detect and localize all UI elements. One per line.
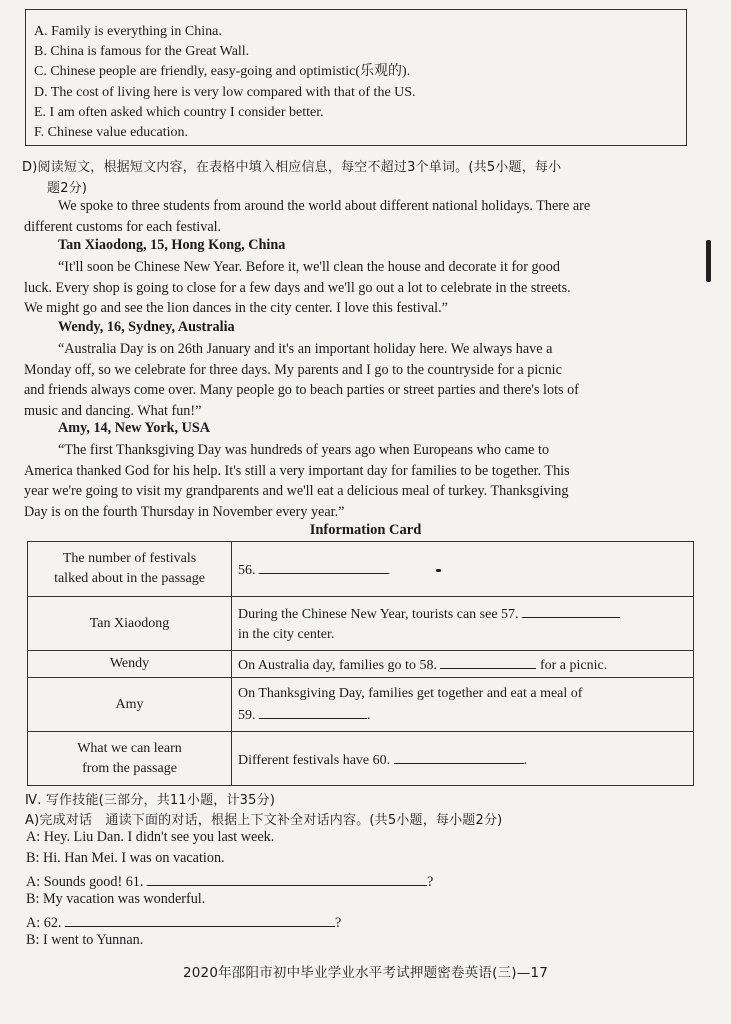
- intro-paragraph: We spoke to three students from around the world about different national holidays. There are different customs for each festival.: [24, 198, 591, 235]
- page-footer: 2020年邵阳市初中毕业学业水平考试押题密卷英语(三)—17: [182, 965, 549, 981]
- option-d: D. The cost of living here is very low compared with that of the US.: [34, 84, 416, 100]
- option-c: C. Chinese people are friendly, easy-going and optimistic(乐观的).: [34, 64, 411, 80]
- speaker-header-tan: Tan Xiaodong, 15, Hong Kong, China: [58, 237, 286, 253]
- speaker-header-amy: Amy, 14, New York, USA: [58, 420, 210, 436]
- ink-speck: [436, 569, 441, 572]
- speaker-paragraph-tan: “It'll soon be Chinese New Year. Before it, we'll clean the house and decorate it for good luck. Every shop is going to close for a few days and we'll go out a lot to celebrate in the streets. We might go and see the lion dances in the city center. I love this festival.”: [24, 259, 571, 316]
- information-card-table: [27, 541, 694, 786]
- option-e: E. I am often asked which country I consider better.: [34, 104, 324, 120]
- card-row-amy: [28, 678, 694, 732]
- dialogue-line: B: My vacation was wonderful.: [26, 891, 206, 907]
- answer-blank-59[interactable]: [259, 704, 367, 719]
- information-card-title: Information Card: [309, 522, 422, 538]
- answer-blank-62[interactable]: [65, 912, 335, 927]
- option-a: A. Family is everything in China.: [34, 24, 222, 39]
- card-row-festivals: [28, 542, 694, 597]
- scan-edge-mark: [706, 240, 711, 282]
- option-f: F. Chinese value education.: [34, 125, 189, 141]
- dialogue-line: A: Sounds good! 61. ?: [26, 871, 433, 891]
- card-row-tan: [28, 597, 694, 651]
- card-answer-cell: 56.: [232, 542, 694, 597]
- card-label: Tan Xiaodong: [28, 597, 232, 651]
- options-box: [25, 9, 687, 146]
- dialogue-line: B: I went to Yunnan.: [26, 932, 144, 948]
- card-label: Amy: [28, 678, 232, 732]
- answer-blank-56[interactable]: [259, 559, 389, 574]
- section-iv-a-instruction: A)完成对话 通读下面的对话，根据上下文补全对话内容。(共5小题，每小题2分): [25, 813, 503, 828]
- answer-blank-58[interactable]: [440, 654, 536, 669]
- dialogue-line: A: 62. ?: [26, 912, 341, 932]
- card-label: The number of festivals talked about in the passage: [28, 542, 232, 597]
- card-answer-cell: On Thanksgiving Day, families get together and eat a meal of 59. .: [232, 678, 694, 732]
- speaker-paragraph-amy: “The first Thanksgiving Day was hundreds of years ago when Europeans who came to America thanked God for his help. It's still a very important day for families to be together. This year we're going to visit my grandparents and we'll eat a delicious meal of turkey. Thanksgiving Day is on the fourth Thursday in November every year.”: [24, 442, 570, 520]
- section-d-instruction-cont: 题2分): [47, 181, 88, 196]
- card-answer-cell: During the Chinese New Year, tourists can see 57. in the city center.: [232, 597, 694, 651]
- card-answer-cell: On Australia day, families go to 58. for a picnic.: [232, 651, 694, 678]
- card-label: What we can learn from the passage: [28, 732, 232, 786]
- answer-blank-57[interactable]: [522, 603, 620, 618]
- card-answer-cell: Different festivals have 60. .: [232, 732, 694, 786]
- card-row-wendy: [28, 651, 694, 678]
- option-b: B. China is famous for the Great Wall.: [34, 44, 250, 60]
- answer-blank-61[interactable]: [147, 871, 427, 886]
- speaker-header-wendy: Wendy, 16, Sydney, Australia: [58, 319, 235, 335]
- answer-blank-60[interactable]: [394, 749, 524, 764]
- card-label: Wendy: [28, 651, 232, 678]
- section-d-instruction: D)阅读短文，根据短文内容，在表格中填入相应信息，每空不超过3个单词。(共5小题，每小: [22, 160, 562, 175]
- dialogue-line: A: Hey. Liu Dan. I didn't see you last week.: [26, 829, 275, 845]
- card-row-learn: [28, 732, 694, 786]
- section-iv-heading: Ⅳ. 写作技能(三部分，共11小题，计35分): [25, 793, 276, 808]
- dialogue-line: B: Hi. Han Mei. I was on vacation.: [26, 850, 225, 866]
- speaker-paragraph-wendy: “Australia Day is on 26th January and it's an important holiday here. We always have a Monday off, so we celebrate for three days. My parents and I go to the countryside for a picnic and friends always come over. Many people go to beach parties or street parties and there's lots of music and dancing. What fun!”: [24, 341, 579, 419]
